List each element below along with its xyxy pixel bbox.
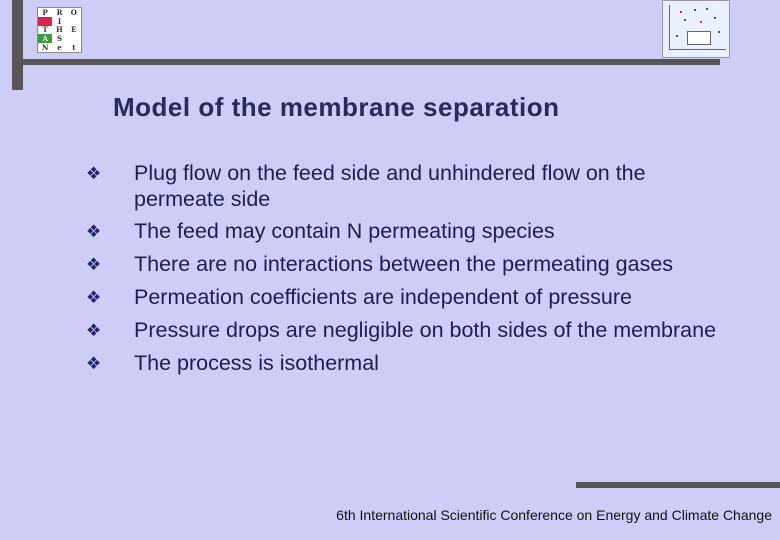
- thumbnail-legend: [687, 31, 711, 45]
- logo-letter: e: [57, 43, 62, 53]
- left-decor-bar: [12, 0, 23, 90]
- logo-letter: [67, 34, 81, 43]
- thumbnail-point: [694, 9, 696, 11]
- footer-conference-text: 6th International Scientific Conference on Energy and Climate Change: [336, 507, 772, 523]
- diamond-bullet-icon: ❖: [86, 222, 102, 241]
- diamond-bullet-icon: ❖: [86, 321, 102, 340]
- logo-letter: N: [41, 43, 49, 53]
- bullet-item: [86, 317, 736, 344]
- logo-letter: S: [56, 34, 63, 44]
- thumbnail-point: [714, 17, 716, 19]
- thumbnail-point: [700, 21, 702, 23]
- promitheas-logo: [37, 7, 82, 53]
- logo-letter: O: [70, 7, 77, 17]
- logo-letter: T: [42, 25, 48, 35]
- bullet-text: There are no interactions between the permeating gases: [134, 252, 674, 276]
- bullet-list: [86, 160, 736, 383]
- slide-title: Model of the membrane separation: [113, 92, 560, 122]
- bullet-text: Permeation coefficients are independent of pressure: [134, 285, 632, 309]
- bullet-item: [86, 251, 736, 278]
- footer-decor-bar: [576, 482, 780, 488]
- diamond-bullet-icon: ❖: [86, 255, 102, 274]
- diamond-bullet-icon: ❖: [86, 164, 102, 183]
- bullet-text: Plug flow on the feed side and unhindered flow on the permeate side: [134, 161, 646, 211]
- bullet-item: [86, 218, 736, 245]
- logo-letter: [67, 17, 81, 26]
- logo-letter: E: [71, 25, 77, 35]
- chart-thumbnail-image: [662, 0, 730, 58]
- logo-letter: t: [72, 43, 76, 53]
- diamond-bullet-icon: ❖: [86, 354, 102, 373]
- diamond-bullet-icon: ❖: [86, 288, 102, 307]
- logo-letter: H: [56, 25, 63, 35]
- bullet-item: [86, 350, 736, 377]
- logo-letter: M: [38, 17, 52, 26]
- thumbnail-point: [684, 19, 686, 21]
- thumbnail-point: [680, 11, 682, 13]
- thumbnail-point: [718, 31, 720, 33]
- logo-letter: P: [42, 7, 48, 17]
- logo-letter: I: [57, 16, 62, 26]
- bullet-item: [86, 284, 736, 311]
- logo-letter: R: [56, 7, 63, 17]
- bullet-text: The feed may contain N permeating species: [134, 219, 555, 243]
- bullet-item: [86, 160, 736, 212]
- thumbnail-point: [706, 8, 708, 10]
- thumbnail-point: [676, 35, 678, 37]
- top-decor-bar: [12, 59, 720, 65]
- logo-letter: A: [38, 34, 52, 43]
- bullet-text: Pressure drops are negligible on both sides of the membrane: [134, 318, 717, 342]
- bullet-text: The process is isothermal: [134, 351, 379, 375]
